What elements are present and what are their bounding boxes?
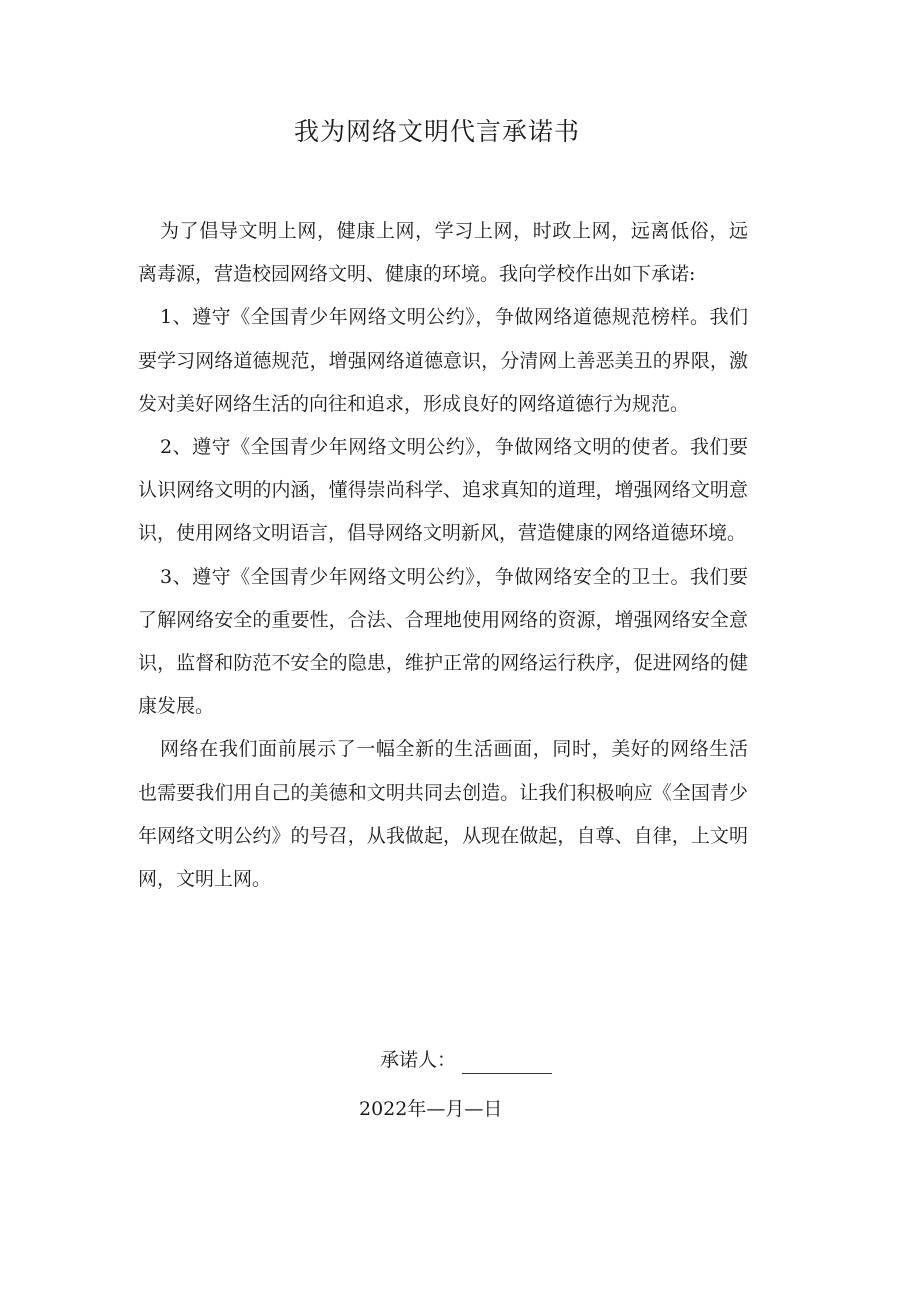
- closing-paragraph: 网络在我们面前展示了一幅全新的生活画面，同时，美好的网络生活也需要我们用自己的美德和文明共同去创造。让我们积极响应《全国青少年网络文明公约》的号召，从我做起，从现在做起，自尊、自律，上文明网，文明上网。: [138, 738, 748, 891]
- pledge-item-3: 3、遵守《全国青少年网络文明公约》，争做网络安全的卫士。我们要了解网络安全的重要性，合法、合理地使用网络的资源，增强网络安全意识，监督和防范不安全的隐患，维护正常的网络运行秩序，促进网络的健康发展。: [138, 565, 748, 718]
- signature-label: 承诺人：: [380, 1049, 457, 1071]
- intro-paragraph: 为了倡导文明上网，健康上网，学习上网，时政上网，远离低俗，远离毒源，营造校园网络文明、健康的环境。我向学校作出如下承诺:: [138, 220, 748, 286]
- document-body: [138, 210, 748, 901]
- signature-line: [462, 1049, 552, 1074]
- date-line: 2022年—月—日: [359, 1098, 503, 1120]
- document-title: 我为网络文明代言承诺书: [293, 117, 580, 146]
- signature-block: [380, 1040, 552, 1080]
- pledge-item-1: 1、遵守《全国青少年网络文明公约》，争做网络道德规范榜样。我们要学习网络道德规范，增强网络道德意识，分清网上善恶美丑的界限，激发对美好网络生活的向往和追求，形成良好的网络道德行为规范。: [138, 306, 748, 415]
- pledge-item-2: 2、遵守《全国青少年网络文明公约》，争做网络文明的使者。我们要认识网络文明的内涵，懂得崇尚科学、追求真知的道理，增强网络文明意识，使用网络文明语言，倡导网络文明新风，营造健康的网络道德环境。: [138, 436, 748, 545]
